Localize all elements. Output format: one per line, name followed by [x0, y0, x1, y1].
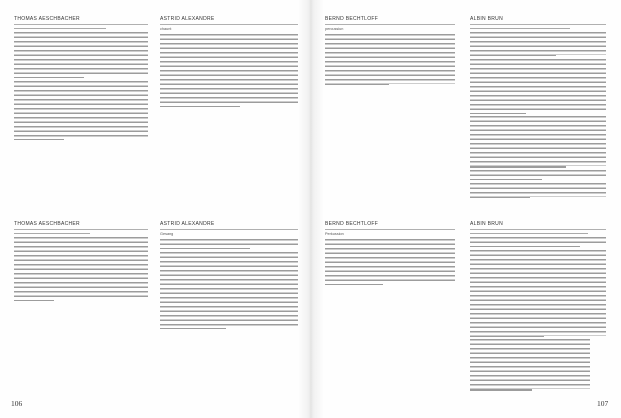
entry-name: BERND BECHTLOFF — [325, 221, 455, 230]
bio-text — [14, 32, 148, 77]
bio-text — [325, 34, 455, 84]
entry-albin-brun-bottom — [470, 221, 606, 391]
bio-text — [14, 81, 148, 139]
bio-text-tail — [470, 246, 580, 247]
bio-text-tail — [325, 284, 383, 285]
entry-role: chaunt — [160, 26, 172, 31]
entry-role-placeholder — [470, 233, 588, 234]
bio-text — [470, 237, 606, 246]
bio-text-tail — [14, 77, 84, 78]
entry-astrid-alexandre-top — [160, 16, 298, 107]
bio-text — [160, 34, 298, 106]
entry-name: THOMAS AESCHBACHER — [14, 221, 148, 230]
entry-bernd-bechtloff-bottom — [325, 221, 455, 285]
entry-name: ALBIN BRUN — [470, 221, 606, 230]
entry-name: ALBIN BRUN — [470, 16, 606, 25]
page-number-right: 107 — [597, 399, 609, 408]
entry-name: ASTRID ALEXANDRE — [160, 221, 298, 230]
bio-text — [470, 32, 606, 55]
bio-text — [470, 339, 590, 389]
entry-name: ASTRID ALEXANDRE — [160, 16, 298, 25]
bio-text-tail — [470, 336, 544, 337]
bio-text-tail — [470, 389, 532, 390]
bio-text — [160, 252, 298, 328]
entry-role: percussiun — [325, 26, 344, 31]
book-gutter — [298, 0, 324, 418]
bio-text-tail — [470, 55, 556, 56]
bio-text-tail — [160, 328, 226, 329]
bio-text-tail — [160, 248, 250, 249]
entry-bernd-bechtloff-top — [325, 16, 455, 85]
entry-role: Perkussion — [325, 231, 344, 236]
entry-role-placeholder — [14, 233, 90, 234]
bio-text — [470, 250, 606, 336]
bio-text-tail — [160, 106, 240, 107]
bio-text-tail — [470, 197, 530, 198]
bio-text-tail — [14, 139, 64, 140]
page-number-left: 106 — [11, 399, 23, 408]
bio-text-tail — [14, 300, 54, 301]
entry-thomas-aeschbacher-top — [14, 16, 148, 140]
bio-text — [14, 237, 148, 300]
bio-text — [160, 239, 298, 248]
bio-text-tail — [470, 113, 526, 114]
entry-name: BERND BECHTLOFF — [325, 16, 455, 25]
entry-name: THOMAS AESCHBACHER — [14, 16, 148, 25]
bio-text — [470, 59, 606, 113]
entry-role: Gesang — [160, 231, 174, 236]
bio-text-tail — [470, 179, 542, 180]
bio-text-tail — [470, 166, 566, 167]
entry-thomas-aeschbacher-bottom — [14, 221, 148, 301]
entry-astrid-alexandre-bottom — [160, 221, 298, 329]
bio-text-tail — [325, 84, 389, 85]
entry-albin-brun-top — [470, 16, 606, 198]
bio-text — [470, 183, 606, 197]
bio-text — [325, 239, 455, 284]
entry-role-placeholder — [14, 28, 106, 29]
bio-text — [470, 116, 606, 166]
entry-role-placeholder — [470, 28, 570, 29]
bio-text — [470, 170, 606, 179]
